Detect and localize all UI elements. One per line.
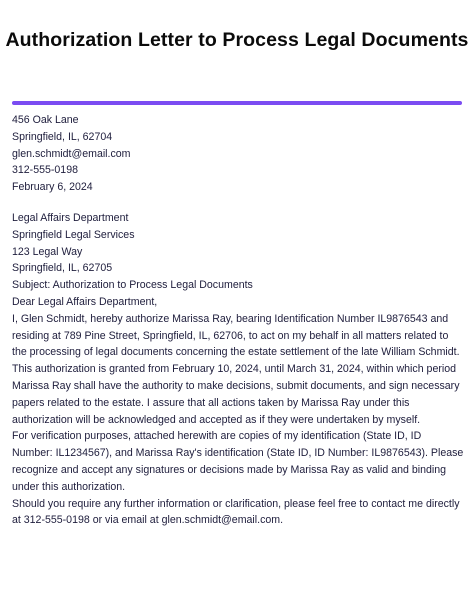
recipient-department: Legal Affairs Department	[12, 211, 129, 224]
body-paragraph-period: This authorization is granted from February 10, 2024, until March 31, 2024, within which period Marissa Ray shall have the authority to make decisions, submit documents, and sign necessary papers related to the estate. I assure that all actions taken by Marissa Ray under this authorization will be acknowledged and accepted as if they were undertaken by myself.	[12, 363, 460, 426]
recipient-street: 123 Legal Way	[12, 245, 83, 258]
letter-body	[12, 112, 464, 529]
document-title: Authorization Letter to Process Legal Documents	[5, 29, 469, 51]
recipient-organization: Springfield Legal Services	[12, 228, 135, 241]
body-paragraph-contact: Should you require any further information or clarification, please feel free to contact me directly at 312-555-0198 or via email at glen.schmidt@email.com.	[12, 497, 460, 527]
salutation: Dear Legal Affairs Department,	[12, 295, 158, 308]
recipient-address-block	[12, 210, 464, 277]
recipient-city-line: Springfield, IL, 62705	[12, 262, 113, 275]
letter-date: February 6, 2024	[12, 181, 93, 194]
accent-divider	[12, 101, 462, 105]
sender-phone: 312-555-0198	[12, 164, 78, 177]
sender-city-line: Springfield, IL, 62704	[12, 130, 113, 143]
sender-street: 456 Oak Lane	[12, 114, 79, 126]
body-paragraph-verification: For verification purposes, attached herewith are copies of my identification (State ID, ID Number: IL1234567), and Marissa Ray's identification (State ID, ID Number: IL9876543). Please recognize and accept any signatures or decisions made by Marissa Ray as valid and binding under this authorization.	[12, 430, 464, 493]
sender-address-block	[12, 112, 464, 196]
subject-line: Subject: Authorization to Process Legal Documents	[12, 279, 253, 292]
body-paragraph-authorization: I, Glen Schmidt, hereby authorize Marissa Ray, bearing Identification Number IL9876543 and residing at 789 Pine Street, Springfield, IL, 62706, to act on my behalf in all matters related to the processing of legal documents concerning the estate settlement of the late William Schmidt.	[12, 312, 460, 359]
sender-email: glen.schmidt@email.com	[12, 147, 131, 160]
